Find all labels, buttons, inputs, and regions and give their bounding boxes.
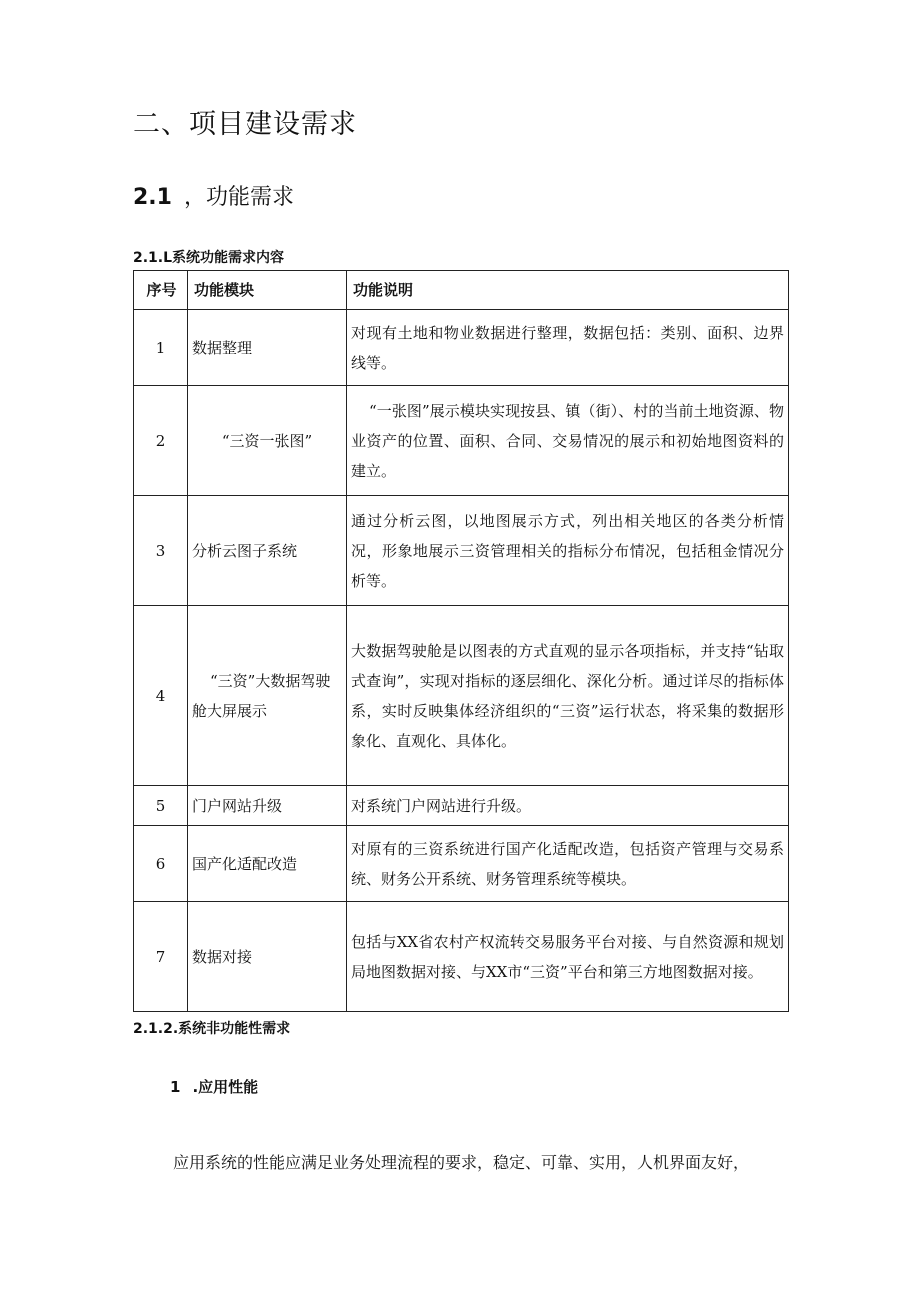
row-number: 4	[134, 606, 188, 786]
row-description: 大数据驾驶舱是以图表的方式直观的显示各项指标，并支持“钻取式查询”，实现对指标的逐层细化、深化分析。通过详尽的指标体系，实时反映集体经济组织的“三资”运行状态，将采集的数据形象化、直观化、具体化。	[347, 606, 789, 786]
table-caption: 2.1.L系统功能需求内容	[133, 250, 285, 266]
header-cell: 序号	[134, 271, 188, 310]
row-description: 对原有的三资系统进行国产化适配改造，包括资产管理与交易系统、财务公开系统、财务管理系统等模块。	[347, 826, 789, 902]
row-number: 6	[134, 826, 188, 902]
table-row	[134, 386, 789, 496]
row-number: 2	[134, 386, 188, 496]
table-row	[134, 902, 789, 1012]
body-paragraph: 应用系统的性能应满足业务处理流程的要求，稳定、可靠、实用，人机界面友好，	[173, 1153, 750, 1172]
row-module: 门户网站升级	[188, 786, 347, 826]
subsection-number: 2.1	[133, 185, 172, 210]
row-description: 包括与XX省农村产权流转交易服务平台对接、与自然资源和规划局地图数据对接、与XX市“三资”平台和第三方地图数据对接。	[347, 902, 789, 1012]
row-description: “一张图”展示模块实现按县、镇（街）、村的当前土地资源、物业资产的位置、面积、合同、交易情况的展示和初始地图资料的建立。	[347, 386, 789, 496]
list-number: 1	[170, 1078, 181, 1096]
subsection-heading	[133, 180, 294, 211]
header-cell: 功能模块	[188, 271, 347, 310]
table-row	[134, 310, 789, 386]
row-module: 数据整理	[188, 310, 347, 386]
function-table	[133, 270, 789, 1012]
row-description: 通过分析云图，以地图展示方式，列出相关地区的各类分析情况，形象地展示三资管理相关的指标分布情况，包括租金情况分析等。	[347, 496, 789, 606]
section-heading: 二、项目建设需求	[133, 109, 357, 140]
row-number: 7	[134, 902, 188, 1012]
table-row	[134, 496, 789, 606]
table-row	[134, 606, 789, 786]
row-description: 对现有土地和物业数据进行整理，数据包括：类别、面积、边界线等。	[347, 310, 789, 386]
row-number: 5	[134, 786, 188, 826]
row-module: “三资”大数据驾驶舱大屏展示	[188, 606, 347, 786]
table-row	[134, 826, 789, 902]
list-heading	[170, 1076, 258, 1097]
table-header-row	[134, 271, 789, 310]
row-number: 1	[134, 310, 188, 386]
row-module: 分析云图子系统	[188, 496, 347, 606]
subsubsection-heading: 2.1.2.系统非功能性需求	[133, 1021, 291, 1037]
subsection-title: ，功能需求	[183, 185, 294, 210]
table-row	[134, 786, 789, 826]
header-cell: 功能说明	[347, 271, 789, 310]
row-module: 国产化适配改造	[188, 826, 347, 902]
row-number: 3	[134, 496, 188, 606]
list-title: .应用性能	[192, 1078, 259, 1096]
row-module: “三资一张图”	[188, 386, 347, 496]
row-module: 数据对接	[188, 902, 347, 1012]
row-description: 对系统门户网站进行升级。	[347, 786, 789, 826]
